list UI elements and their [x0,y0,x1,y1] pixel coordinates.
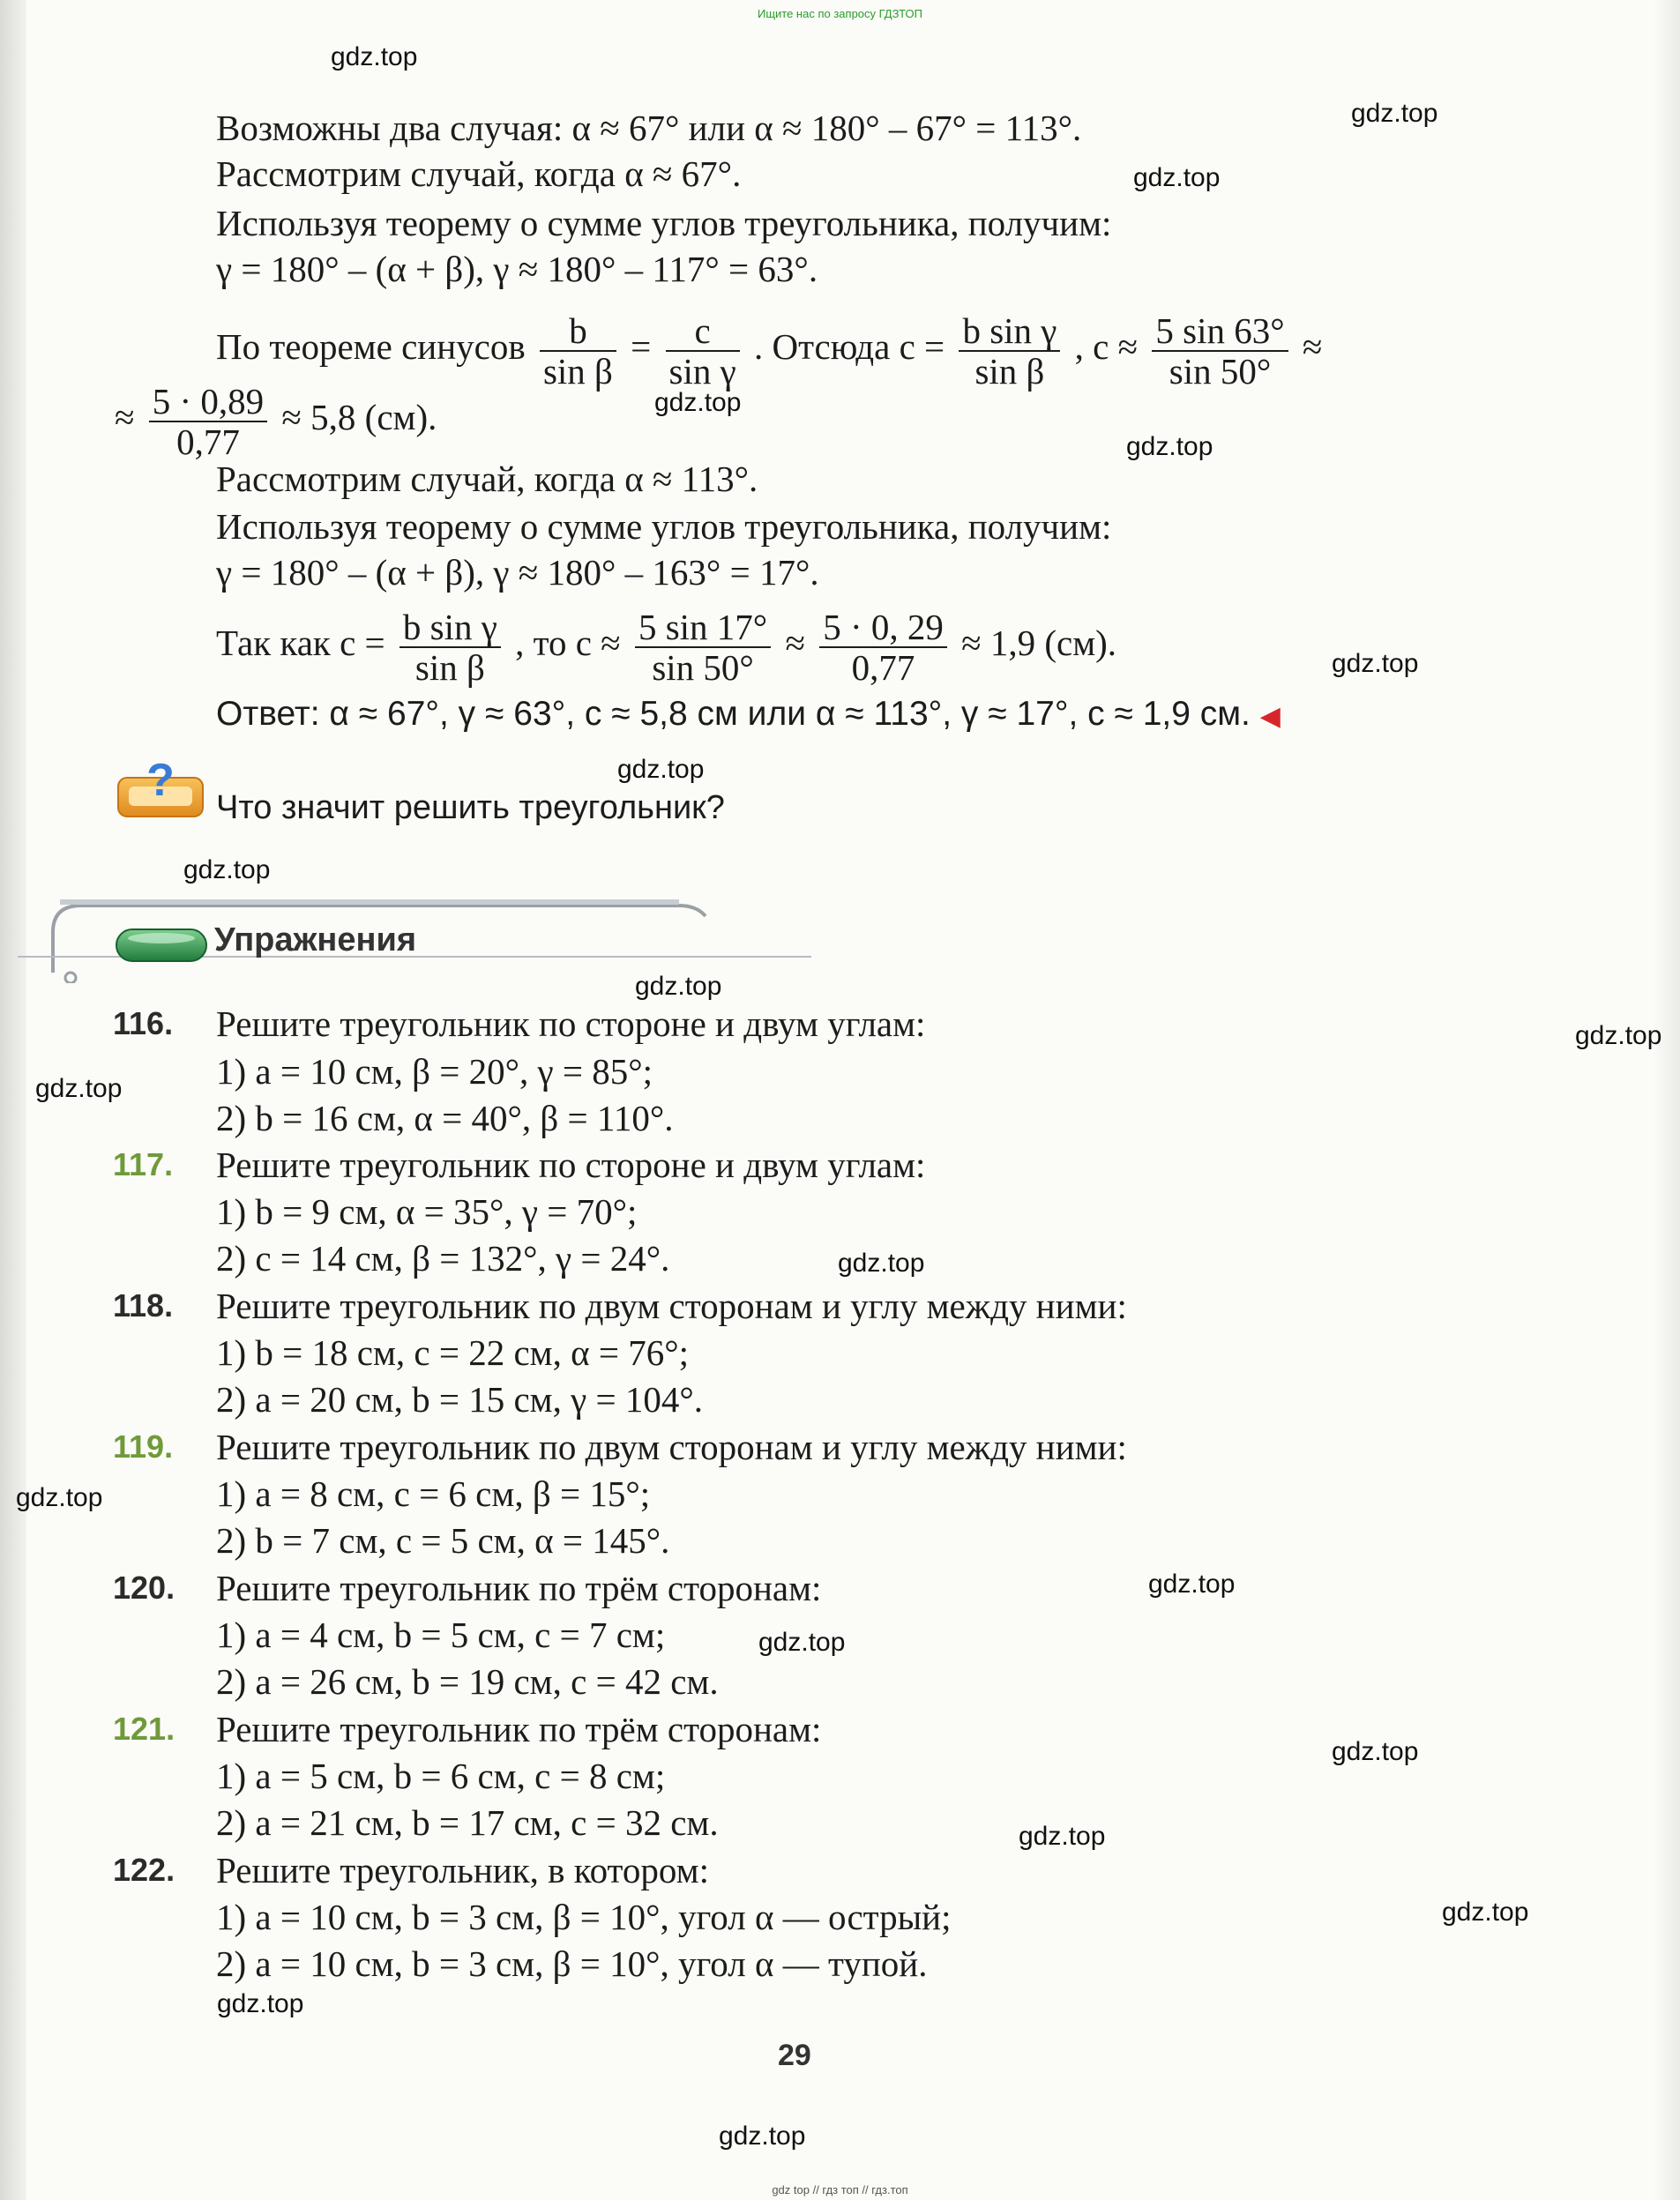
watermark: gdz.top [1126,432,1213,461]
solution-line-10 [216,594,1116,691]
exercises-icon [115,926,208,965]
solution-line-9: γ = 180° – (α + β), γ ≈ 180° – 163° = 17°. [216,552,819,593]
right-page-edge [1654,0,1680,2200]
solution-line-6 [115,369,437,466]
text-since: Так как [216,623,331,663]
result-1: ≈ 5,8 (см). [281,397,437,437]
page-number: 29 [778,2039,811,2072]
watermark: gdz.top [1148,1570,1236,1599]
end-of-solution-marker: ◀ [1259,702,1281,731]
solution-line-4: γ = 180° – (α + β), γ ≈ 180° – 117° = 63°. [216,249,818,289]
exercise-number: 118. [113,1287,174,1324]
denominator: sin β [414,646,485,688]
watermark: gdz.top [1575,1021,1662,1050]
exercise-text: Решите треугольник по трём сторонам: [216,1709,822,1749]
bottom-note: gdz top // гдз топ // гдз.топ [772,2183,908,2196]
watermark: gdz.top [217,1989,304,2018]
exercise-number: 117. [113,1146,174,1182]
solution-line-7: Рассмотрим случай, когда α ≈ 113°. [216,459,758,499]
text-hence: . Отсюда [754,326,891,367]
answer-line [216,695,1281,734]
numerator: b sin γ [959,311,1060,352]
watermark: gdz.top [1133,163,1221,192]
solution-line-8: Используя теорему о сумме углов треугольника, получим: [216,506,1112,547]
left-page-shadow [0,0,26,2200]
result-2: ≈ 1,9 (см). [961,623,1117,663]
fraction-c-sing [666,311,740,391]
fraction-calc-1 [149,382,267,461]
equals-sign: = [631,326,652,367]
top-note: Ищите нас по запросу ГДЗТОП [757,7,922,20]
numerator: 5 · 0,89 [149,382,267,422]
exercise-part-2: 2) a = 10 см, b = 3 см, β = 10°, угол α — тупой. [216,1943,928,1984]
exercise-part-1: 1) b = 9 см, α = 35°, γ = 70°; [216,1191,638,1232]
fraction-5sin63-sin50 [1152,311,1288,391]
exercise-part-2: 2) a = 20 см, b = 15 см, γ = 104°. [216,1379,704,1420]
watermark: gdz.top [1019,1822,1106,1851]
solution-line-1: Возможны два случая: α ≈ 67° или α ≈ 180° – 67° = 113°. [216,108,1082,148]
exercise-part-1: 1) a = 5 см, b = 6 см, c = 8 см; [216,1756,666,1796]
text-c-equals: c = [899,326,945,367]
watermark: gdz.top [183,855,271,884]
denominator: sin β [974,350,1045,392]
watermark: gdz.top [758,1628,846,1657]
exercise-text: Решите треугольник по стороне и двум углам: [216,1145,926,1185]
exercise-text: Решите треугольник по двум сторонам и углу между ними: [216,1286,1127,1326]
text-c-equals: c = [340,623,385,663]
denominator: sin 50° [652,646,754,688]
watermark: gdz.top [331,42,418,71]
watermark: gdz.top [635,972,722,1001]
approx-sign: ≈ [1302,326,1323,367]
exercise-number: 121. [113,1711,175,1747]
exercises-header: Упражнения [214,921,417,958]
denominator: 0,77 [851,646,915,688]
fraction-5sin17-sin50 [635,608,771,687]
watermark: gdz.top [1332,649,1419,678]
exercise-text: Решите треугольник по трём сторонам: [216,1568,822,1608]
exercise-part-1: 1) a = 8 см, c = 6 см, β = 15°; [216,1473,651,1514]
exercise-part-1: 1) a = 10 см, b = 3 см, β = 10°, угол α — острый; [216,1897,952,1937]
watermark: gdz.top [16,1483,103,1512]
numerator: b [540,311,616,352]
text-c-approx: , c ≈ [1074,326,1139,367]
exercise-part-2: 2) b = 16 см, α = 40°, β = 110°. [216,1098,674,1138]
denominator: sin γ [668,350,736,392]
exercise-part-1: 1) a = 10 см, β = 20°, γ = 85°; [216,1051,653,1092]
watermark: gdz.top [1442,1898,1529,1927]
exercise-part-1: 1) b = 18 см, c = 22 см, α = 76°; [216,1332,690,1373]
numerator: b sin γ [399,608,501,648]
exercise-text: Решите треугольник, в котором: [216,1850,709,1891]
text-sine-theorem: По теореме синусов [216,326,526,367]
watermark: gdz.top [1351,99,1438,128]
answer-text: Ответ: α ≈ 67°, γ ≈ 63°, c ≈ 5,8 см или α ≈ 113°, γ ≈ 17°, c ≈ 1,9 см. [216,695,1251,733]
numerator: 5 · 0, 29 [819,608,947,648]
numerator: 5 sin 17° [635,608,771,648]
watermark: gdz.top [617,755,705,784]
exercise-number: 120. [113,1570,175,1606]
denominator: 0,77 [176,421,240,462]
watermark: gdz.top [719,2122,806,2151]
solution-line-3: Используя теорему о сумме углов треугольника, получим: [216,203,1112,243]
text-then-c: , то c ≈ [515,623,621,663]
exercise-part-2: 2) a = 21 см, b = 17 см, c = 32 см. [216,1802,719,1843]
exercise-part-2: 2) a = 26 см, b = 19 см, c = 42 см. [216,1661,719,1702]
denominator: sin 50° [1169,350,1272,392]
numerator: c [666,311,740,352]
question-text: Что значит решить треугольник? [216,789,725,826]
fraction-bsing-sinb-2 [399,608,501,687]
approx-sign: ≈ [785,623,805,663]
exercise-number: 122. [113,1852,175,1888]
fraction-b-sinb [540,311,616,391]
exercise-number: 119. [113,1428,174,1465]
exercise-part-2: 2) c = 14 см, β = 132°, γ = 24°. [216,1238,670,1279]
exercise-part-1: 1) a = 4 см, b = 5 см, c = 7 см; [216,1615,666,1655]
watermark: gdz.top [1332,1737,1419,1766]
svg-text:?: ? [146,757,175,806]
exercise-part-2: 2) b = 7 см, c = 5 см, α = 145°. [216,1520,670,1561]
watermark: gdz.top [654,388,742,417]
exercise-text: Решите треугольник по двум сторонам и углу между ними: [216,1427,1127,1467]
watermark: gdz.top [35,1074,123,1103]
approx-sign: ≈ [115,397,135,437]
exercise-number: 116. [113,1005,174,1041]
exercise-text: Решите треугольник по стороне и двум углам: [216,1003,926,1044]
numerator: 5 sin 63° [1152,311,1288,352]
denominator: sin β [542,350,613,392]
fraction-calc-2 [819,608,947,687]
watermark: gdz.top [838,1249,925,1278]
question-icon [113,757,208,820]
fraction-bsing-sinb [959,311,1060,391]
solution-line-2: Рассмотрим случай, когда α ≈ 67°. [216,153,742,194]
